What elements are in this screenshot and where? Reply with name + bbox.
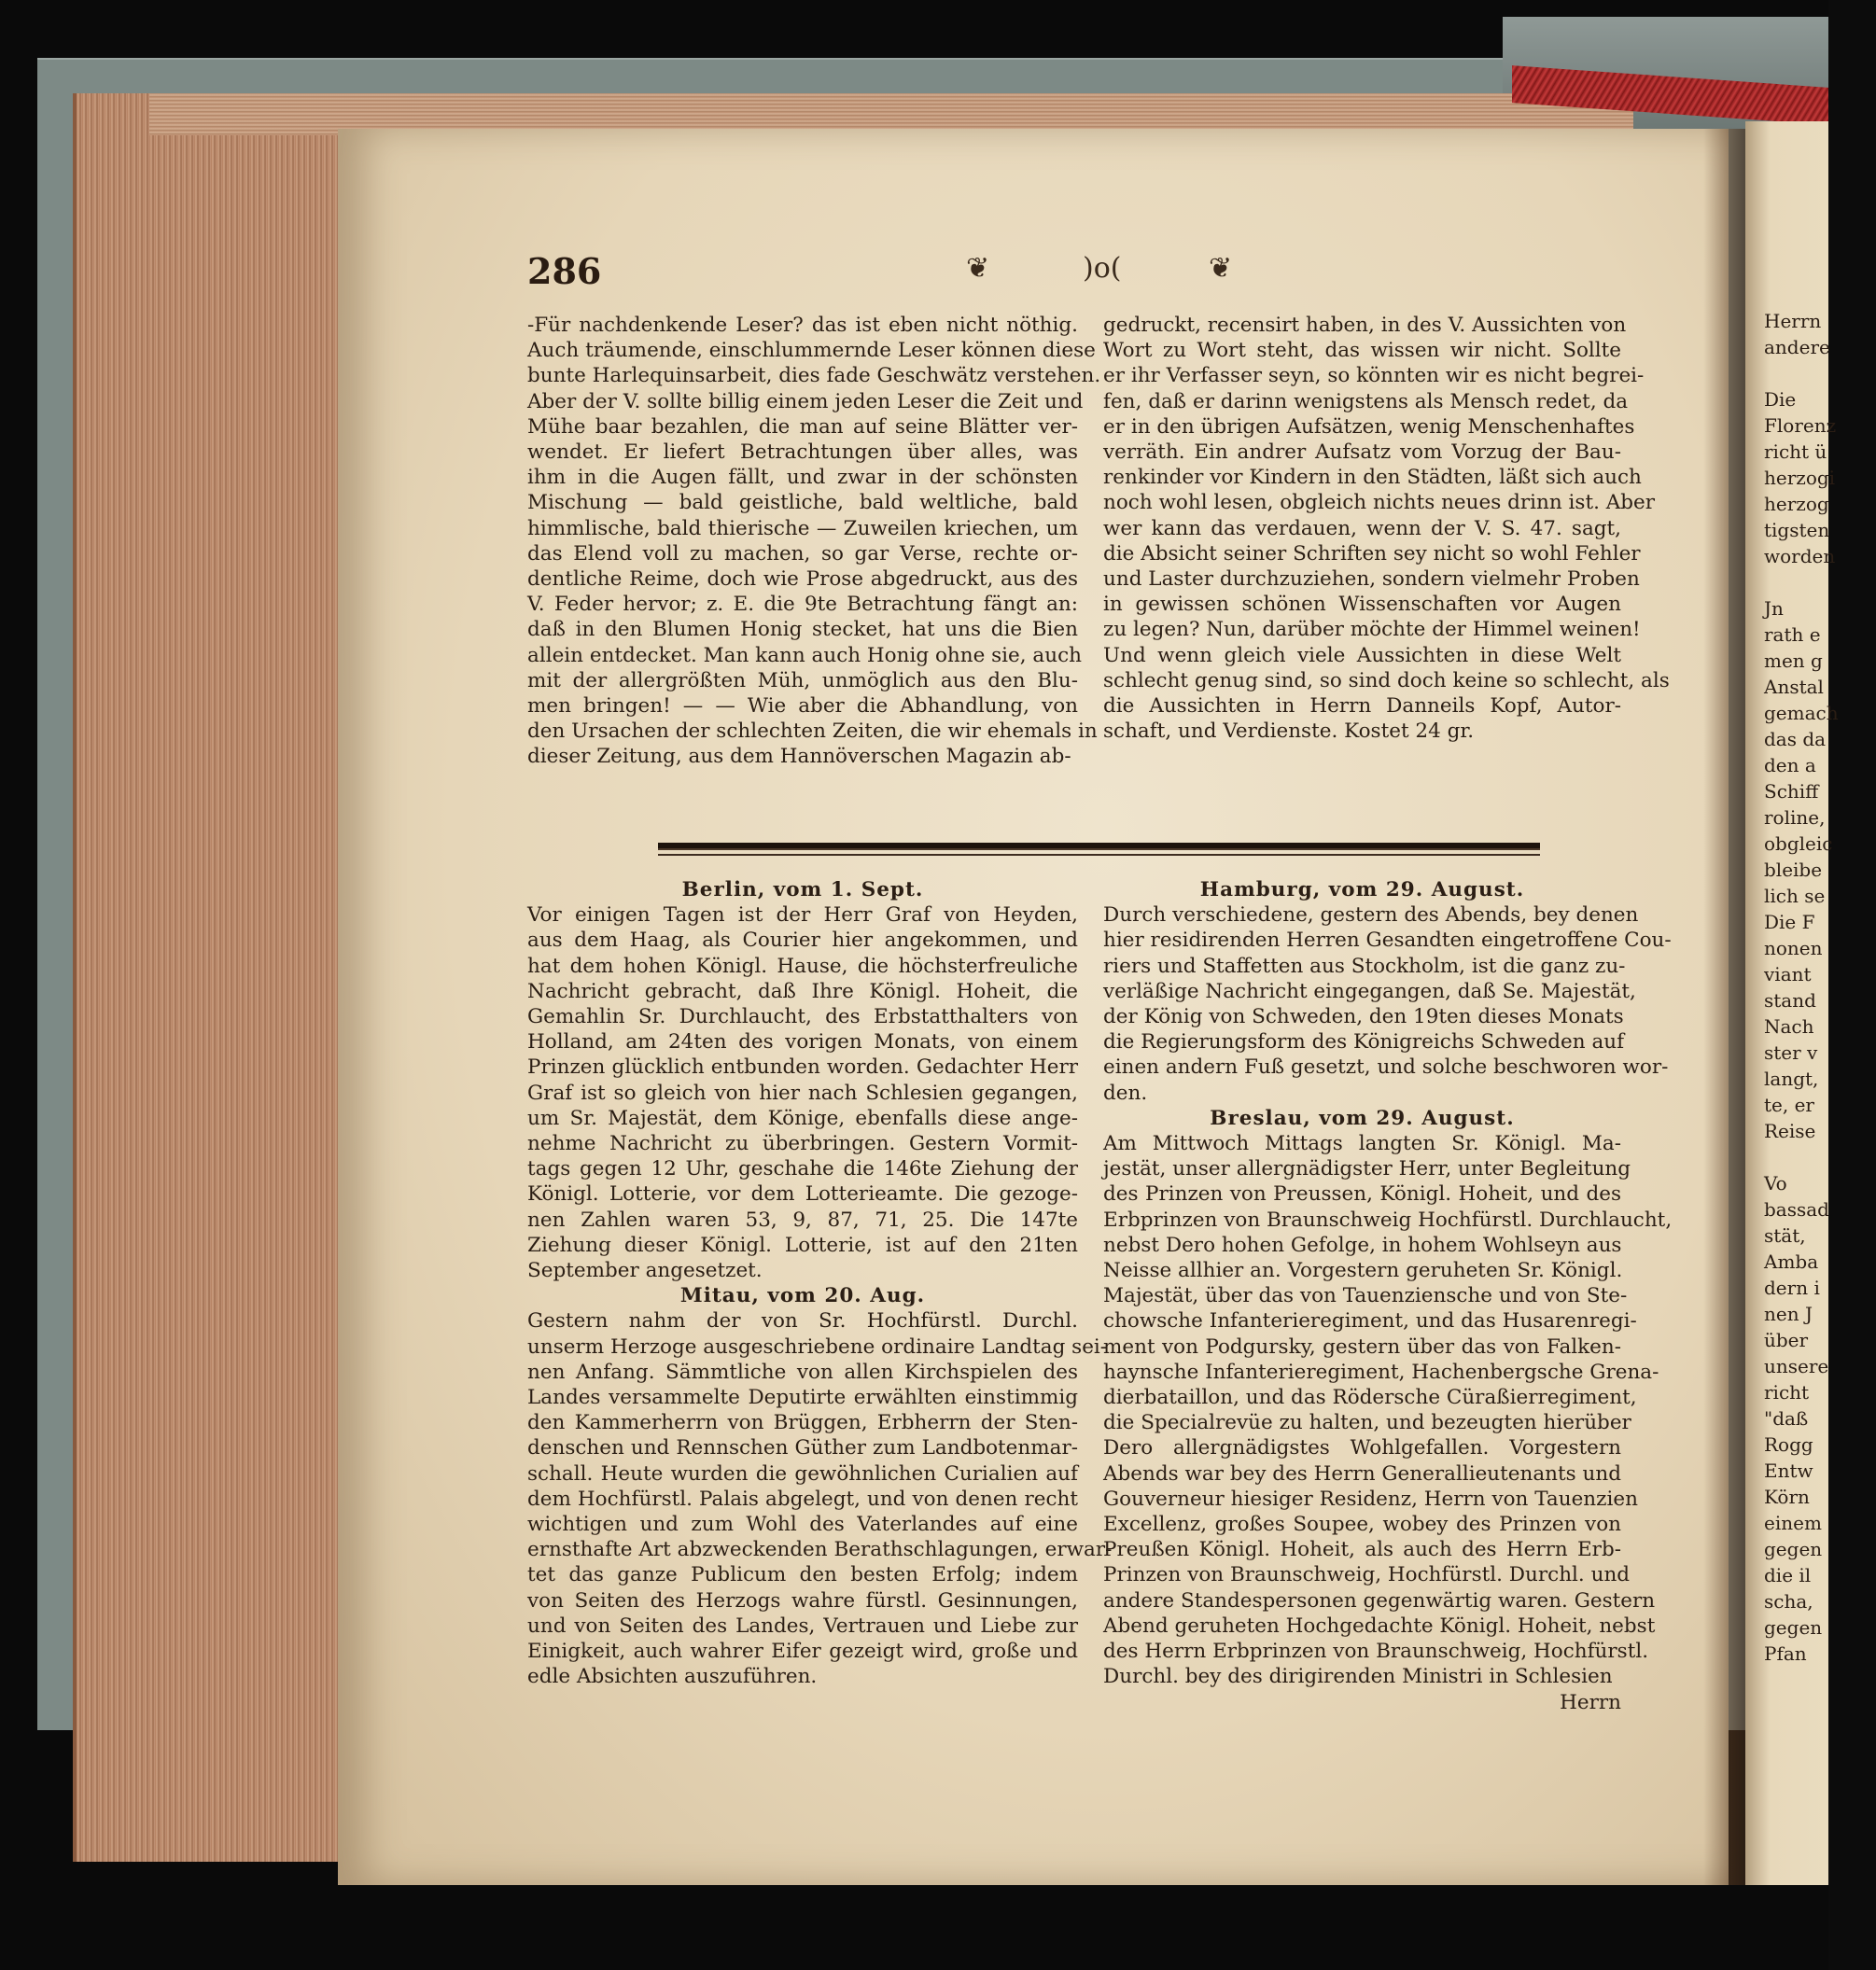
right-page-words [1764, 308, 1876, 1667]
right-page-word: rath e [1764, 623, 1821, 646]
shell-ornament-icon: ❦ [966, 252, 990, 285]
right-page-word: den a [1764, 754, 1816, 776]
right-page-word: stät, [1764, 1224, 1806, 1247]
text-line: Einigkeit, auch wahrer Eifer gezeigt wird, große und [527, 1640, 1078, 1664]
text-line: aus dem Haag, als Courier hier angekommen, und [527, 929, 1078, 953]
text-line: Mühe baar bezahlen, die man auf seine Blätter ver- [527, 414, 1078, 439]
text-line: dentliche Reime, doch wie Prose abgedruckt, aus des [527, 567, 1078, 592]
text-line: Gemahlin Sr. Durchlaucht, des Erbstatthalters von [527, 1005, 1078, 1029]
text-line: Durch verschiedene, gestern des Abends, bey denen [1103, 903, 1639, 928]
right-page-word: herzog [1764, 493, 1829, 515]
text-line: dieser Zeitung, aus dem Hannöverschen Magazin ab- [527, 745, 1071, 769]
text-line: himmlische, bald thierische — Zuweilen kriechen, um [527, 516, 1078, 540]
text-line: allein entdecket. Man kann auch Honig ohne sie, auch [527, 643, 1082, 667]
text-line: die Regierungsform des Königreichs Schweden auf [1103, 1030, 1625, 1055]
text-line: die Aussichten in Herrn Danneils Kopf, Autor- [1103, 694, 1621, 719]
text-line: renkinder vor Kindern in den Städten, läßt sich auch [1103, 466, 1642, 490]
text-line: Auch träumende, einschlummernde Leser können diese [527, 339, 1096, 363]
text-line: und von Seiten des Landes, Vertrauen und Liebe zur [527, 1614, 1078, 1638]
text-line: unserm Herzoge ausgeschriebene ordinaire Landtag sei- [527, 1334, 1108, 1359]
text-line: Vor einigen Tagen ist der Herr Graf von Heyden, [527, 903, 1078, 928]
text-line: Abends war bey des Herrn Generallieutenants und [1103, 1461, 1621, 1486]
text-line: nen Zahlen waren 53, 9, 87, 71, 25. Die 147te [527, 1208, 1078, 1232]
left-column-news [527, 877, 1113, 1690]
text-line: daß in den Blumen Honig stecket, hat uns die Bien [527, 618, 1078, 642]
text-line: Excellenz, großes Soupee, wobey des Prinzen von [1103, 1513, 1621, 1537]
right-page-word: tigsten [1764, 519, 1830, 541]
text-line: des Prinzen von Preussen, Königl. Hoheit, und des [1103, 1182, 1621, 1207]
text-line: mit der allergrößten Müh, unmöglich aus den Blu- [527, 668, 1078, 692]
right-page-word: te, er [1764, 1094, 1814, 1116]
left-column-top [527, 313, 1101, 770]
page-edges [73, 93, 357, 1862]
right-page-word: richt [1764, 1381, 1810, 1404]
right-page-word: unsere [1764, 1355, 1829, 1377]
right-page-word: Pfan [1764, 1642, 1807, 1665]
text-line: Landes versammelte Deputirte erwählten einstimmig [527, 1386, 1078, 1410]
text-line: der König von Schweden, den 19ten dieses Monats [1103, 1005, 1624, 1029]
text-line: noch wohl lesen, obgleich nichts neues drinn ist. Aber [1103, 491, 1656, 515]
text-line: Am Mittwoch Mittags langten Sr. Königl. Ma- [1103, 1132, 1621, 1156]
text-line: Graf ist so gleich von hier nach Schlesien gegangen, [527, 1081, 1078, 1105]
right-page-word: lich se [1764, 885, 1826, 907]
text-line: dierbataillon, und das Rödersche Cüraßierregiment, [1103, 1386, 1637, 1410]
text-line: von Seiten des Herzogs wahre fürstl. Gesinnungen, [527, 1588, 1078, 1613]
text-line: Holland, am 24ten des vorigen Monats, von einem [527, 1030, 1078, 1055]
right-page-word: stand [1764, 989, 1816, 1012]
text-line: das Elend voll zu machen, so gar Verse, rechte or- [527, 541, 1078, 566]
right-page-word: gegen [1764, 1538, 1823, 1560]
right-page-word [1764, 1144, 1876, 1170]
right-page-word: Entw [1764, 1460, 1813, 1482]
right-column-news [1103, 877, 1673, 1715]
right-page-word: roline, [1764, 806, 1826, 829]
text-line: schall. Heute wurden die gewöhnlichen Curialien auf [527, 1461, 1078, 1486]
right-page-word [1764, 569, 1876, 595]
right-column-top [1103, 313, 1670, 744]
text-line: V. Feder hervor; z. E. die 9te Betrachtung fängt an: [527, 593, 1078, 617]
text-line: zu legen? Nun, darüber möchte der Himmel weinen! [1103, 618, 1641, 642]
right-page-word: viant [1764, 963, 1812, 985]
right-page-word: herzogi [1764, 467, 1836, 489]
right-page-word: Reise [1764, 1120, 1816, 1142]
right-page-word [1764, 360, 1876, 386]
text-line: Wort zu Wort steht, das wissen wir nicht. Sollte [1103, 339, 1621, 363]
right-page-word: langt, [1764, 1068, 1819, 1090]
text-line: Mischung — bald geistliche, bald weltliche, bald [527, 491, 1078, 515]
text-line: dem Hochfürstl. Palais abgelegt, und von denen recht [527, 1487, 1078, 1511]
right-page-word: Amba [1764, 1250, 1819, 1273]
right-page-word: Vo [1764, 1172, 1787, 1195]
text-line: Königl. Lotterie, vor dem Lotterieamte. Die gezoge- [527, 1182, 1078, 1207]
text-line: nen Anfang. Sämmtliche von allen Kirchspielen des [527, 1360, 1078, 1384]
text-line: er ihr Verfasser seyn, so könnten wir es nicht begrei- [1103, 364, 1645, 388]
text-line: tags gegen 12 Uhr, geschahe die 146te Ziehung der [527, 1157, 1078, 1181]
text-line: Dero allergnädigstes Wohlgefallen. Vorgestern [1103, 1436, 1621, 1460]
text-line: und Laster durchzuziehen, sondern vielmehr Proben [1103, 567, 1640, 592]
text-line: riers und Staffetten aus Stockholm, ist die ganz zu- [1103, 954, 1626, 978]
text-line: bunte Harlequinsarbeit, dies fade Geschwätz verstehen. [527, 364, 1101, 388]
text-line: in gewissen schönen Wissenschaften vor Augen [1103, 593, 1621, 617]
page-header [527, 250, 1629, 297]
text-line: verräth. Ein andrer Aufsatz vom Vorzug der Bau- [1103, 440, 1621, 465]
text-line: des Herrn Erbprinzen von Braunschweig, Hochfürstl. [1103, 1640, 1649, 1664]
hamburg-article [1103, 902, 1672, 1106]
text-line: Preußen Königl. Hoheit, als auch des Herrn Erb- [1103, 1538, 1621, 1562]
text-line: haynsche Infanterieregiment, Hachenbergsche Grena- [1103, 1360, 1659, 1384]
text-line: wer kann das verdauen, wenn der V. S. 47. sagt, [1103, 516, 1621, 540]
text-line: Gouverneur hiesiger Residenz, Herrn von Tauenzien [1103, 1487, 1638, 1511]
hamburg-heading: Hamburg, vom 29. August. [1199, 878, 1525, 901]
right-page-word: über [1764, 1329, 1809, 1351]
right-page-word: ster v [1764, 1041, 1818, 1064]
right-page-word: Anstal [1764, 676, 1824, 698]
text-line: Ziehung dieser Königl. Lotterie, ist auf den 21ten [527, 1233, 1078, 1257]
text-line: andere Standespersonen gegenwärtig waren. Gestern [1103, 1588, 1656, 1613]
right-page-word: Schiff [1764, 780, 1819, 803]
mitau-heading: Mitau, vom 20. Aug. [679, 1284, 926, 1308]
text-line: schaft, und Verdienste. Kostet 24 gr. [1103, 720, 1475, 744]
text-line: men bringen! — — Wie aber die Abhandlung, von [527, 694, 1078, 719]
header-ornament: )o( [1083, 252, 1122, 285]
text-line: er in den übrigen Aufsätzen, wenig Menschenhaftes [1103, 414, 1635, 439]
right-page-word: bleibe [1764, 859, 1823, 881]
right-page-fragment [1745, 121, 1839, 1885]
text-line: ihm in die Augen fällt, und zwar in der schönsten [527, 466, 1078, 490]
text-line: chowsche Infanterieregiment, und das Husarenregi- [1103, 1309, 1637, 1334]
text-line: verläßige Nachricht eingegangen, daß Se. Majestät, [1103, 979, 1636, 1003]
text-line: tet das ganze Publicum den besten Erfolg; indem [527, 1563, 1078, 1587]
text-line: Prinzen glücklich entbunden worden. Gedachter Herr [527, 1055, 1078, 1080]
right-page-word: Herrn [1764, 310, 1822, 332]
text-line: Und wenn gleich viele Aussichten in diese Welt [1103, 643, 1621, 667]
right-page-word: nen J [1764, 1303, 1813, 1325]
right-page-word: Florenz [1764, 414, 1837, 437]
text-line: Aber der V. sollte billig einem jeden Leser die Zeit und [527, 389, 1084, 413]
text-line: fen, daß er darinn wenigstens als Mensch redet, da [1103, 389, 1629, 413]
text-line: den Kammerherrn von Brüggen, Erbherrn der Sten- [527, 1411, 1078, 1435]
shell-ornament-icon: ❦ [1209, 252, 1233, 285]
text-line: den. [1103, 1081, 1148, 1105]
berlin-heading: Berlin, vom 1. Sept. [681, 878, 924, 901]
page-number: 286 [527, 250, 602, 292]
right-page-word: richt ü [1764, 440, 1827, 463]
text-line: nebst Dero hohen Gefolge, in hohem Wohlseyn aus [1103, 1233, 1622, 1257]
right-page-word: Die [1764, 388, 1797, 411]
text-line: die Specialrevüe zu halten, und bezeugten hierüber [1103, 1411, 1631, 1435]
text-line: ment von Podgursky, gestern über das von Falken- [1103, 1334, 1621, 1359]
text-line: denschen und Rennschen Güther zum Landbotenmar- [527, 1436, 1078, 1460]
text-line: Prinzen von Braunschweig, Hochfürstl. Durchl. und [1103, 1563, 1631, 1587]
text-line: nehme Nachricht zu überbringen. Gestern Vormit- [527, 1132, 1078, 1156]
right-page-word: das da [1764, 728, 1827, 750]
text-line: Majestät, über das von Tauenziensche und von Ste- [1103, 1284, 1628, 1308]
breslau-heading: Breslau, vom 29. August. [1210, 1106, 1515, 1130]
text-line: -Für nachdenkende Leser? das ist eben nicht nöthig. [527, 314, 1078, 337]
right-page-word: Nach [1764, 1015, 1814, 1038]
text-line: edle Absichten auszuführen. [527, 1665, 818, 1689]
text-line: wichtigen und zum Wohl des Vaterlandes auf eine [527, 1513, 1078, 1537]
section-divider-thin [658, 854, 1540, 856]
text-line: um Sr. Majestät, dem Könige, ebenfalls diese ange- [527, 1106, 1078, 1130]
right-page-word: Jn [1764, 597, 1784, 620]
right-page-word: nonen [1764, 937, 1823, 959]
mitau-article [527, 1308, 1113, 1689]
text-line: Erbprinzen von Braunschweig Hochfürstl. Durchlaucht, [1103, 1208, 1673, 1232]
section-divider [658, 843, 1540, 850]
right-page-word: Rogg [1764, 1433, 1813, 1456]
text-line: die Absicht seiner Schriften sey nicht so wohl Fehler [1103, 541, 1641, 566]
text-line: gedruckt, recensirt haben, in des V. Aussichten von [1103, 314, 1627, 337]
text-line: hier residirenden Herren Gesandten eingetroffene Cou- [1103, 929, 1672, 953]
text-line: den Ursachen der schlechten Zeiten, die wir ehemals in [527, 720, 1098, 744]
text-line: Durchl. bey des dirigirenden Ministri in Schlesien [1103, 1665, 1613, 1689]
text-line: jestät, unser allergnädigster Herr, unter Begleitung [1103, 1157, 1631, 1181]
text-line: ernsthafte Art abzweckenden Berathschlagungen, erwar- [527, 1538, 1113, 1562]
right-page-word: Körn [1764, 1486, 1810, 1508]
right-page-word: gemach [1764, 702, 1839, 724]
right-page-word: die il [1764, 1564, 1812, 1586]
catchword: Herrn [1560, 1690, 1621, 1714]
berlin-article [527, 902, 1078, 1283]
text-line: September angesetzet. [527, 1259, 763, 1283]
right-page-word: andere [1764, 336, 1830, 358]
right-page-word: Die F [1764, 911, 1815, 933]
text-line: Abend geruheten Hochgedachte Königl. Hoheit, nebst [1103, 1614, 1656, 1638]
right-page-word: scha, [1764, 1590, 1813, 1613]
text-line: schlecht genug sind, so sind doch keine so schlecht, als [1103, 668, 1670, 692]
right-page-word: "daß [1764, 1407, 1809, 1430]
right-page-word: obgleic [1764, 832, 1833, 855]
right-page-word: dern i [1764, 1277, 1820, 1299]
right-page-word: gegen [1764, 1616, 1823, 1639]
text-line: hat dem hohen Königl. Hause, die höchsterfreuliche [527, 954, 1078, 978]
right-page-word: worden [1764, 545, 1836, 567]
text-line: wendet. Er liefert Betrachtungen über alles, was [527, 440, 1078, 465]
text-line: Gestern nahm der von Sr. Hochfürstl. Durchl. [527, 1309, 1078, 1334]
right-page-word: men g [1764, 650, 1823, 672]
breslau-article [1103, 1131, 1673, 1689]
right-page-word: einem [1764, 1512, 1822, 1534]
right-page-word: bassad [1764, 1198, 1829, 1221]
text-line: einen andern Fuß gesetzt, und solche beschworen wor- [1103, 1055, 1669, 1080]
text-line: Nachricht gebracht, daß Ihre Königl. Hoheit, die [527, 979, 1078, 1003]
text-line: Neisse allhier an. Vorgestern geruheten Sr. Königl. [1103, 1259, 1623, 1283]
